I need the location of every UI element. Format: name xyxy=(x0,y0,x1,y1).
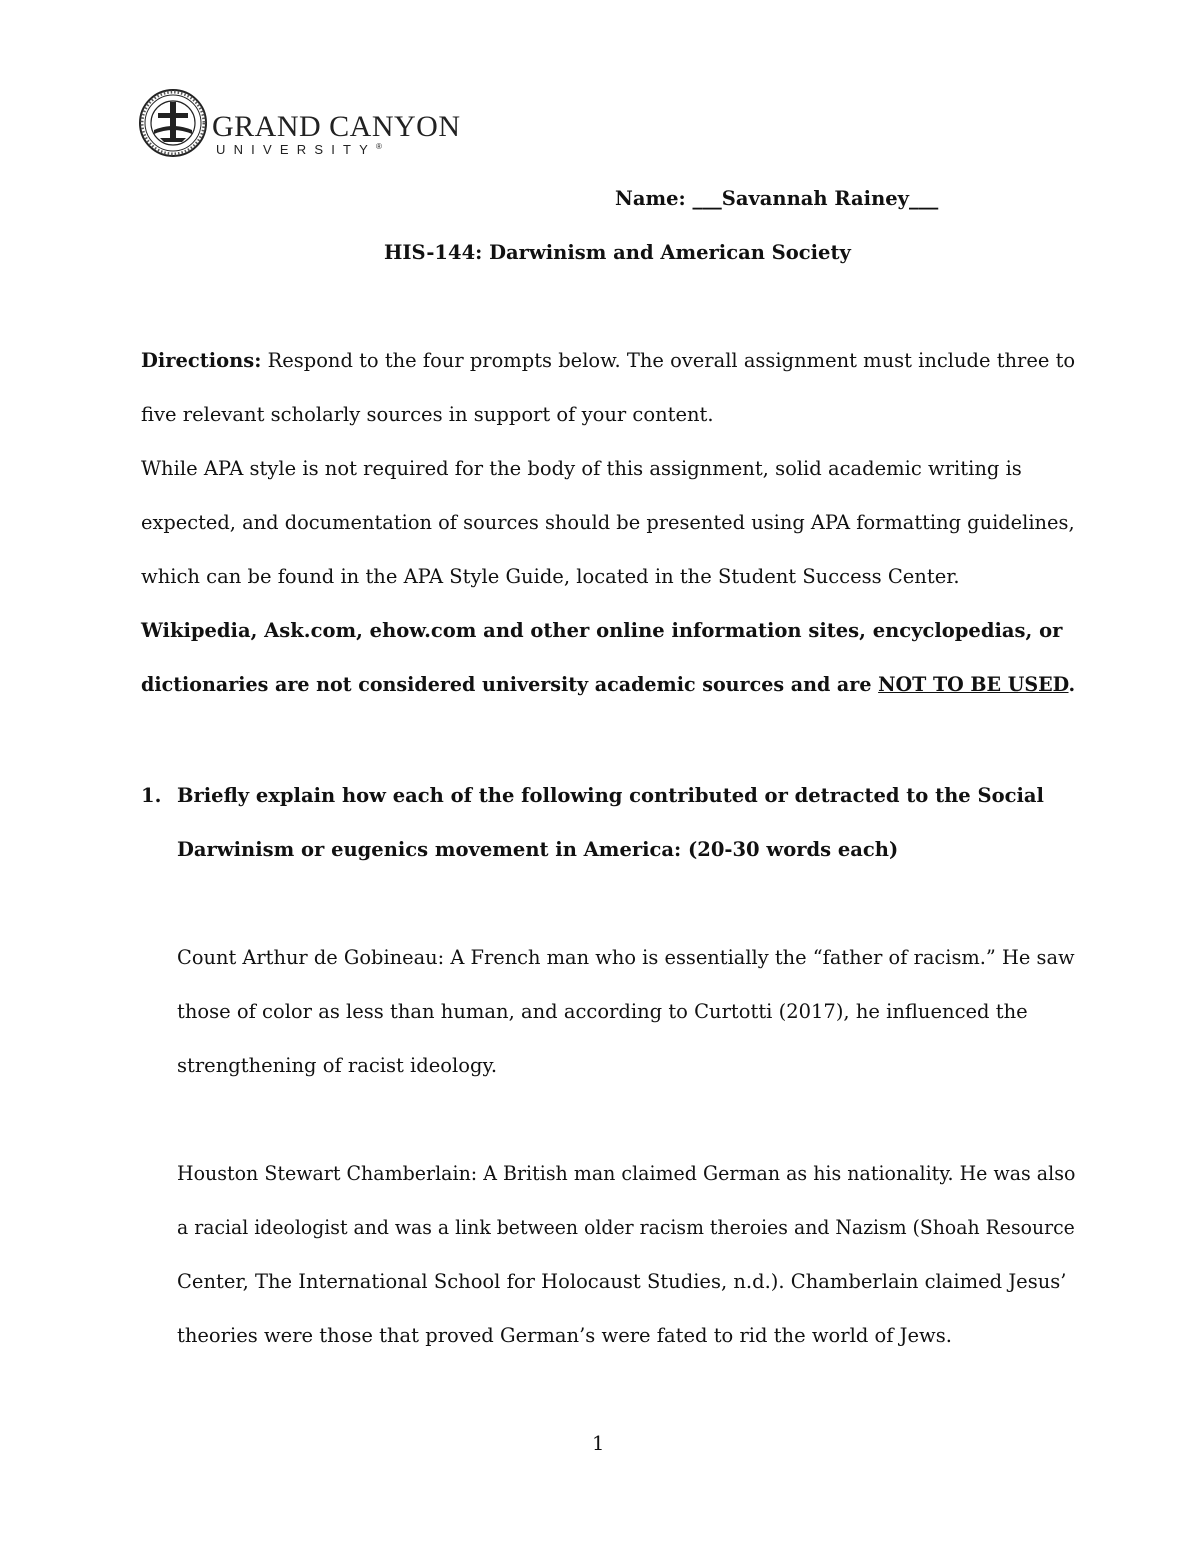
sources-warning-line-1: Wikipedia, Ask.com, ehow.com and other online information sites, encyclopedias, or xyxy=(141,619,1063,642)
university-logo xyxy=(138,88,461,160)
directions-line-1-text: Respond to the four prompts below. The overall assignment must include three to xyxy=(261,349,1076,372)
logo-sub-text: UNIVERSITY xyxy=(216,142,377,157)
directions-line-2: five relevant scholarly sources in support of your content. xyxy=(141,403,714,426)
directions-line-1 xyxy=(141,349,1075,373)
logo-wordmark xyxy=(212,110,461,144)
course-title: HIS-144: Darwinism and American Society xyxy=(384,241,851,264)
not-to-be-used-text: NOT TO BE USED xyxy=(878,673,1069,696)
sources-warning-line-2 xyxy=(141,673,1075,697)
sources-warning-text: dictionaries are not considered university academic sources and are xyxy=(141,673,879,696)
student-name-line: Name: ___Savannah Rainey___ xyxy=(615,187,939,210)
question-1-line-1: Briefly explain how each of the following contributed or detracted to the Social xyxy=(177,784,1044,807)
answer-chamberlain-line-2: a racial ideologist and was a link between older racism theroies and Nazism (Shoah Resource xyxy=(177,1216,1075,1239)
answer-chamberlain-line-4: theories were those that proved German’s were fated to rid the world of Jews. xyxy=(177,1324,952,1347)
question-1-line-2: Darwinism or eugenics movement in America: (20-30 words each) xyxy=(177,838,899,861)
answer-gobineau-line-1: Count Arthur de Gobineau: A French man who is essentially the “father of racism.” He saw xyxy=(177,946,1075,969)
answer-chamberlain-line-1: Houston Stewart Chamberlain: A British man claimed German as his nationality. He was also xyxy=(177,1162,1076,1185)
answer-gobineau-line-2: those of color as less than human, and according to Curtotti (2017), he influenced the xyxy=(177,1000,1028,1023)
directions-line-3: While APA style is not required for the body of this assignment, solid academic writing is xyxy=(141,457,1022,480)
university-seal-icon xyxy=(138,88,208,158)
logo-registered-mark: ® xyxy=(376,142,382,151)
logo-subtitle xyxy=(216,142,382,157)
answer-chamberlain-line-3: Center, The International School for Holocaust Studies, n.d.). Chamberlain claimed Jesus’ xyxy=(177,1270,1067,1293)
directions-line-4: expected, and documentation of sources should be presented using APA formatting guidelines, xyxy=(141,511,1075,534)
logo-name-text: GRAND CANYON xyxy=(212,110,461,143)
question-1-number: 1. xyxy=(141,784,162,807)
directions-label: Directions: xyxy=(141,349,262,372)
sources-warning-period: . xyxy=(1068,673,1076,696)
directions-line-5: which can be found in the APA Style Guide, located in the Student Success Center. xyxy=(141,565,960,588)
page-number: 1 xyxy=(592,1432,605,1455)
answer-gobineau-line-3: strengthening of racist ideology. xyxy=(177,1054,498,1077)
